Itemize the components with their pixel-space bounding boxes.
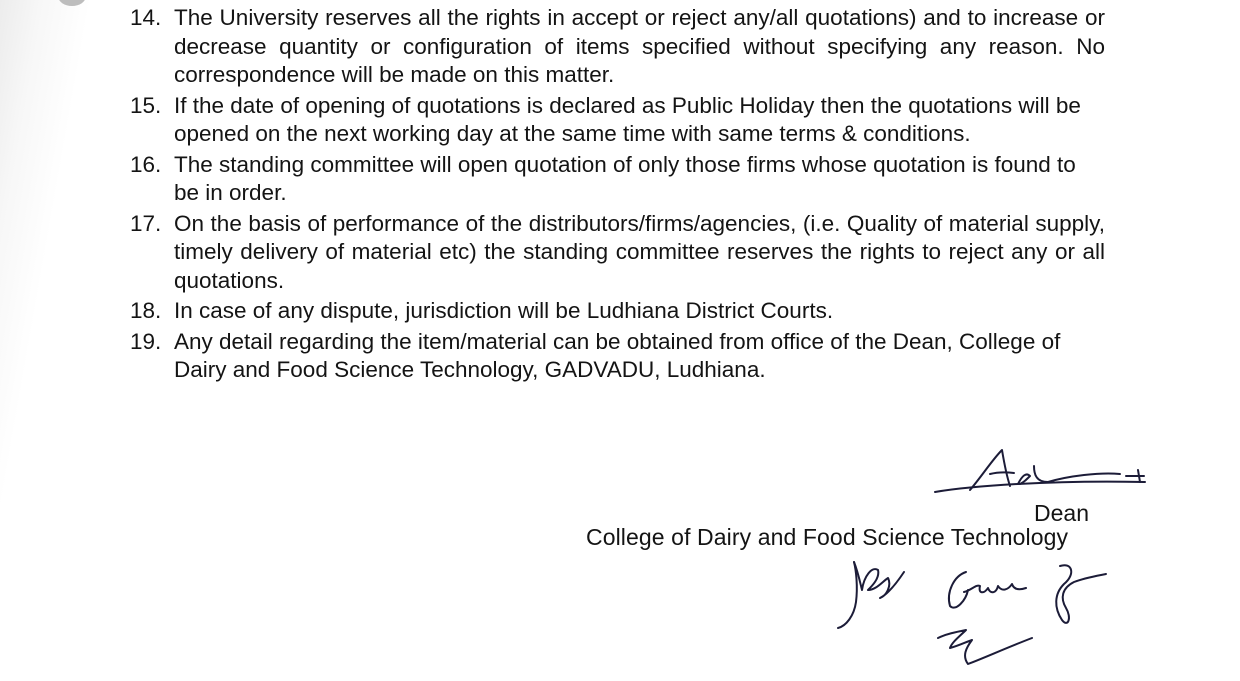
term-text: In case of any dispute, jurisdiction will be Ludhiana District Courts. — [174, 298, 834, 323]
term-number: 14. — [130, 5, 162, 30]
dean-title: Dean — [1034, 500, 1089, 526]
term-number: 17. — [130, 210, 162, 236]
term-number: 19. — [130, 328, 162, 354]
term-text: The University reserves all the rights in accept or reject any/all quotations) and to increase or decrease quantity or configuration of items specified without specifying any reason. No correspondence will be made on this matter. — [174, 5, 1105, 87]
committee-signature-1 — [832, 556, 912, 634]
term-number: 18. — [130, 298, 162, 323]
term-text: The standing committee will open quotation of only those firms whose quotation is found to be in order. — [174, 151, 1076, 205]
committee-signature-2 — [936, 566, 1036, 618]
committee-signature-4 — [932, 618, 1042, 670]
term-number: 15. — [130, 92, 162, 118]
term-text: On the basis of performance of the distributors/firms/agencies, (i.e. Quality of material supply, timely delivery of material etc) the standing committee reserves the rights to reject any or all quotations. — [174, 210, 1105, 293]
committee-signature-3 — [1040, 560, 1112, 634]
term-text: If the date of opening of quotations is declared as Public Holiday then the quotations will be opened on the next working day at the same time with same terms & conditions. — [174, 92, 1081, 146]
college-name: College of Dairy and Food Science Technology — [586, 524, 1069, 550]
dean-signature — [930, 446, 1155, 502]
term-text: Any detail regarding the item/material can be obtained from office of the Dean, College of Dairy and Food Science Technology, GADVADU, Ludhiana. — [174, 328, 1061, 382]
term-number: 16. — [130, 151, 162, 177]
